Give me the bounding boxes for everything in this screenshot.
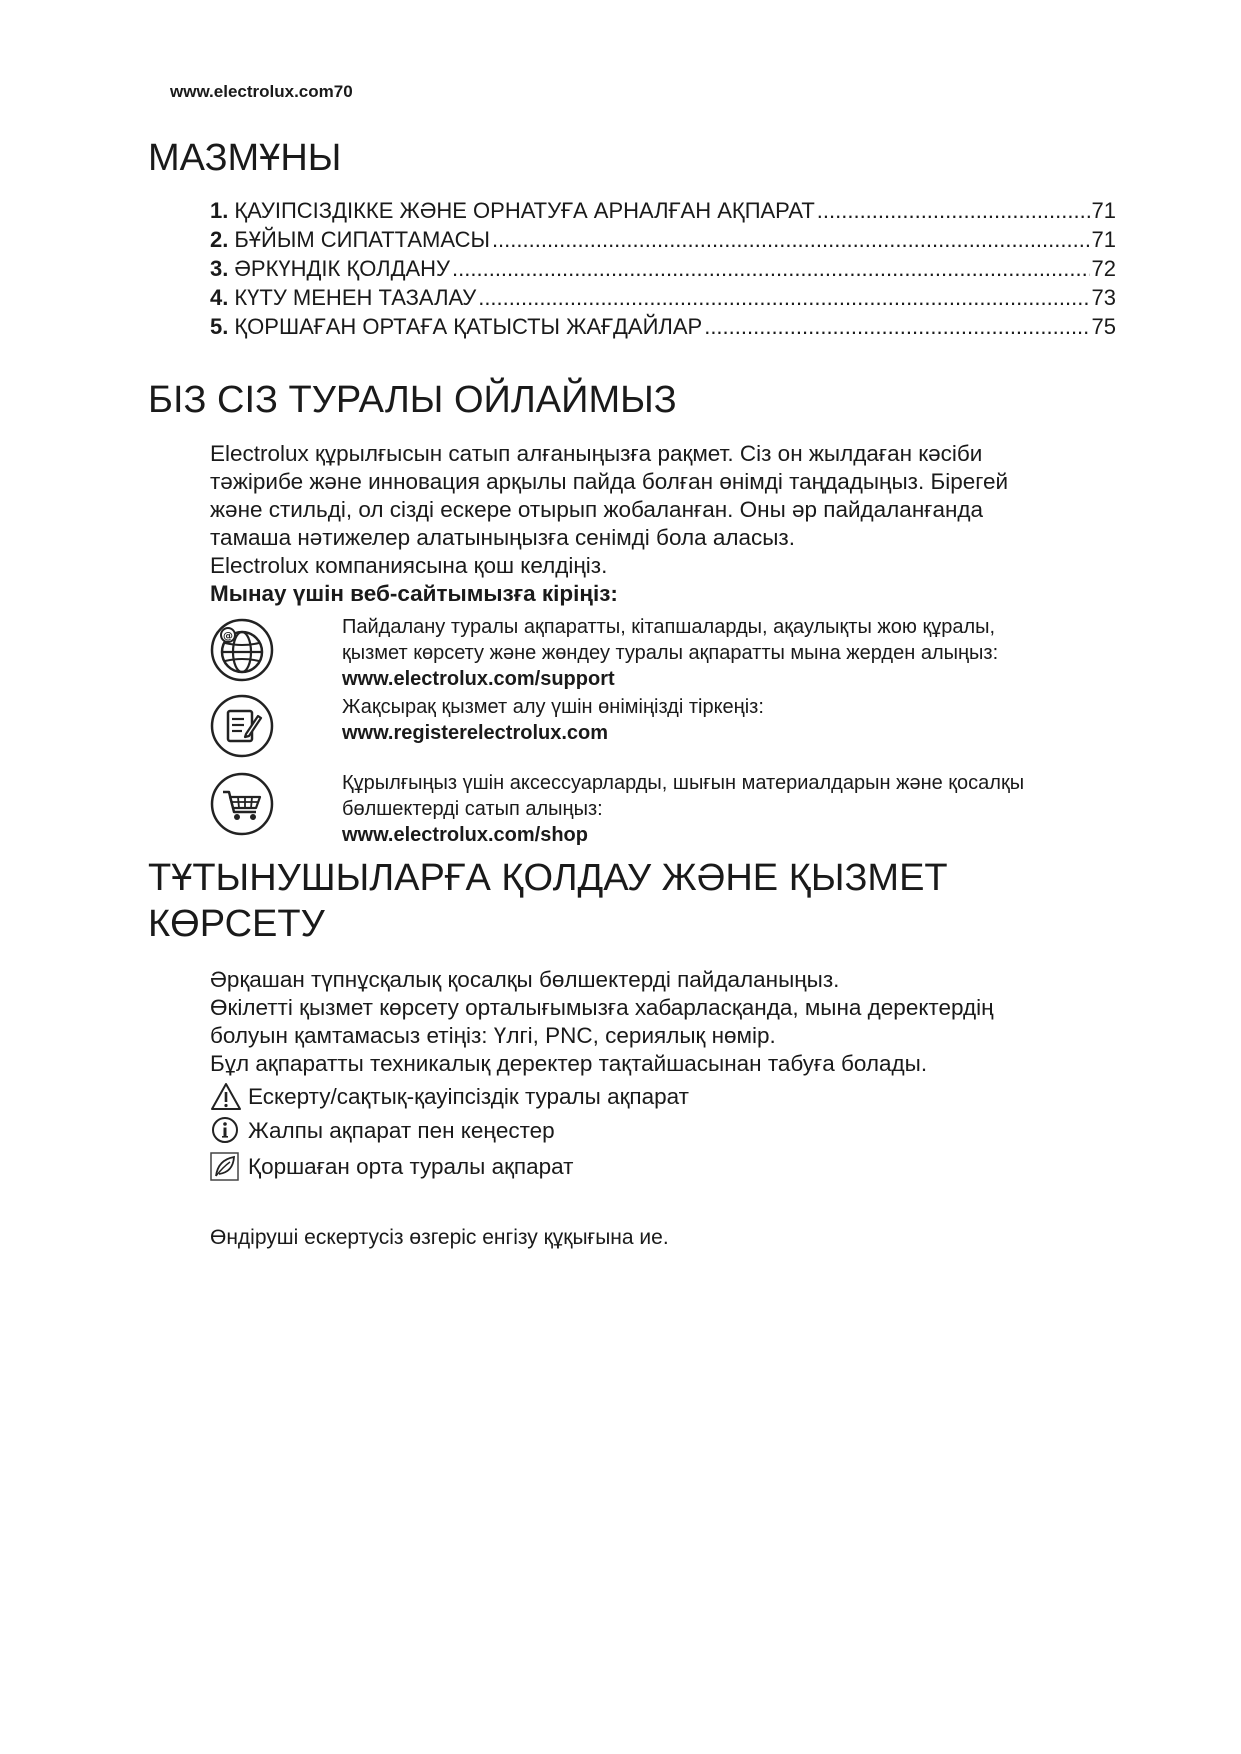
toc-item-number: 5.	[210, 314, 229, 339]
website-links	[210, 614, 1110, 854]
toc-item-title: ҚОРШАҒАН ОРТАҒА ҚАТЫСТЫ ЖАҒДАЙЛАР	[234, 314, 703, 339]
leaf-icon	[210, 1152, 242, 1182]
toc-item-number: 1.	[210, 198, 229, 223]
symbol-label: Ескерту/сақтық-қауіпсіздік туралы ақпарат	[248, 1084, 689, 1109]
shopping-cart-icon	[210, 772, 274, 836]
visit-website-label: Мынау үшін веб-сайтымызға кіріңіз:	[210, 581, 618, 606]
toc-item-number: 2.	[210, 227, 229, 252]
toc-item[interactable]	[210, 285, 1116, 314]
toc-leader-dots	[478, 285, 1089, 311]
symbol-environment	[210, 1152, 573, 1182]
shop-link[interactable]: www.electrolux.com/shop	[342, 824, 588, 846]
toc-item-number: 4.	[210, 285, 229, 310]
website-link-description: Пайдалану туралы ақпаратты, кітапшаларды, ақаулықты жою құралы,	[342, 616, 996, 638]
toc-item-page: 71	[1091, 227, 1116, 252]
info-icon	[210, 1116, 242, 1146]
header-url[interactable]: www.electrolux.com70	[170, 82, 353, 101]
toc-item[interactable]	[210, 198, 1116, 227]
support-line: Өкілетті қызмет көрсету орталығымызға хабарласқанда, мына деректердің	[210, 995, 994, 1020]
toc-item-title: ӘРКҮНДІК ҚОЛДАНУ	[234, 256, 451, 281]
toc-item-title: БҰЙЫМ СИПАТТАМАСЫ	[234, 227, 490, 252]
toc-item-page: 73	[1091, 285, 1116, 310]
about-line: тамаша нәтижелер алатыныңызға сенімді бола аласыз.	[210, 525, 795, 550]
toc-leader-dots	[704, 314, 1089, 340]
toc-item-page: 75	[1091, 314, 1116, 339]
support-paragraph	[210, 966, 1110, 1078]
support-title-line: КӨРСЕТУ	[148, 902, 325, 945]
toc-item-page: 71	[1091, 198, 1116, 223]
support-line: Бұл ақпаратты техникалық деректер тақтайшасынан табуға болады.	[210, 1051, 928, 1076]
toc-leader-dots	[452, 256, 1089, 282]
about-line: және стильді, ол сізді ескере отырып жобаланған. Оны әр пайдаланғанда	[210, 497, 984, 522]
about-line: Electrolux компаниясына қош келдіңіз.	[210, 553, 608, 578]
contents-title: МАЗМҰНЫ	[148, 137, 342, 179]
toc-item-number: 3.	[210, 256, 229, 281]
support-line: болуын қамтамасыз етіңіз: Үлгі, PNC, сериялық нөмір.	[210, 1023, 776, 1048]
website-link-description: Жақсырақ қызмет алу үшін өніміңізді тіркеңіз:	[342, 696, 764, 718]
toc-leader-dots	[492, 227, 1090, 253]
website-link-description: бөлшектерді сатып алыңыз:	[342, 798, 603, 820]
manufacturer-note: Өндіруші ескертусіз өзгеріс енгізу құқығына ие.	[210, 1226, 669, 1249]
about-paragraph	[210, 440, 1110, 608]
toc-leader-dots	[817, 198, 1090, 224]
about-title: БІЗ СІЗ ТУРАЛЫ ОЙЛАЙМЫЗ	[148, 379, 677, 421]
toc-item-title: ҚАУІПСІЗДІККЕ ЖӘНЕ ОРНАТУҒА АРНАЛҒАН АҚПАРАТ	[234, 198, 815, 223]
toc-item[interactable]	[210, 314, 1116, 343]
symbol-label: Қоршаған орта туралы ақпарат	[248, 1154, 574, 1179]
svg-text:@: @	[223, 631, 233, 642]
toc-item[interactable]	[210, 227, 1116, 256]
toc-item-page: 72	[1091, 256, 1116, 281]
symbol-info	[210, 1116, 555, 1146]
website-link-description: қызмет көрсету және жөндеу туралы ақпаратты мына жерден алыңыз:	[342, 642, 999, 664]
symbol-warning	[210, 1082, 689, 1112]
table-of-contents	[210, 198, 1116, 343]
about-line: Electrolux құрылғысын сатып алғаныңызға рақмет. Сіз он жылдаған кәсіби	[210, 441, 983, 466]
website-link-description: Құрылғыңыз үшін аксессуарларды, шығын материалдарын және қосалқы	[342, 772, 1025, 794]
support-link[interactable]: www.electrolux.com/support	[342, 668, 615, 690]
register-link[interactable]: www.registerelectrolux.com	[342, 722, 609, 744]
warning-icon	[210, 1082, 242, 1112]
symbol-label: Жалпы ақпарат пен кеңестер	[248, 1118, 555, 1143]
toc-item[interactable]	[210, 256, 1116, 285]
support-line: Әрқашан түпнұсқалық қосалқы бөлшектерді пайдаланыңыз.	[210, 967, 840, 992]
support-title-line: ТҰТЫНУШЫЛАРҒА ҚОЛДАУ ЖӘНЕ ҚЫЗМЕТ	[148, 857, 948, 899]
globe-icon	[210, 618, 274, 682]
about-line: тәжірибе және инновация арқылы пайда болған өнімді таңдадыңыз. Бірегей	[210, 469, 1009, 494]
register-document-icon	[210, 694, 274, 758]
toc-item-title: КҮТУ МЕНЕН ТАЗАЛАУ	[234, 285, 477, 310]
support-title	[148, 856, 948, 947]
